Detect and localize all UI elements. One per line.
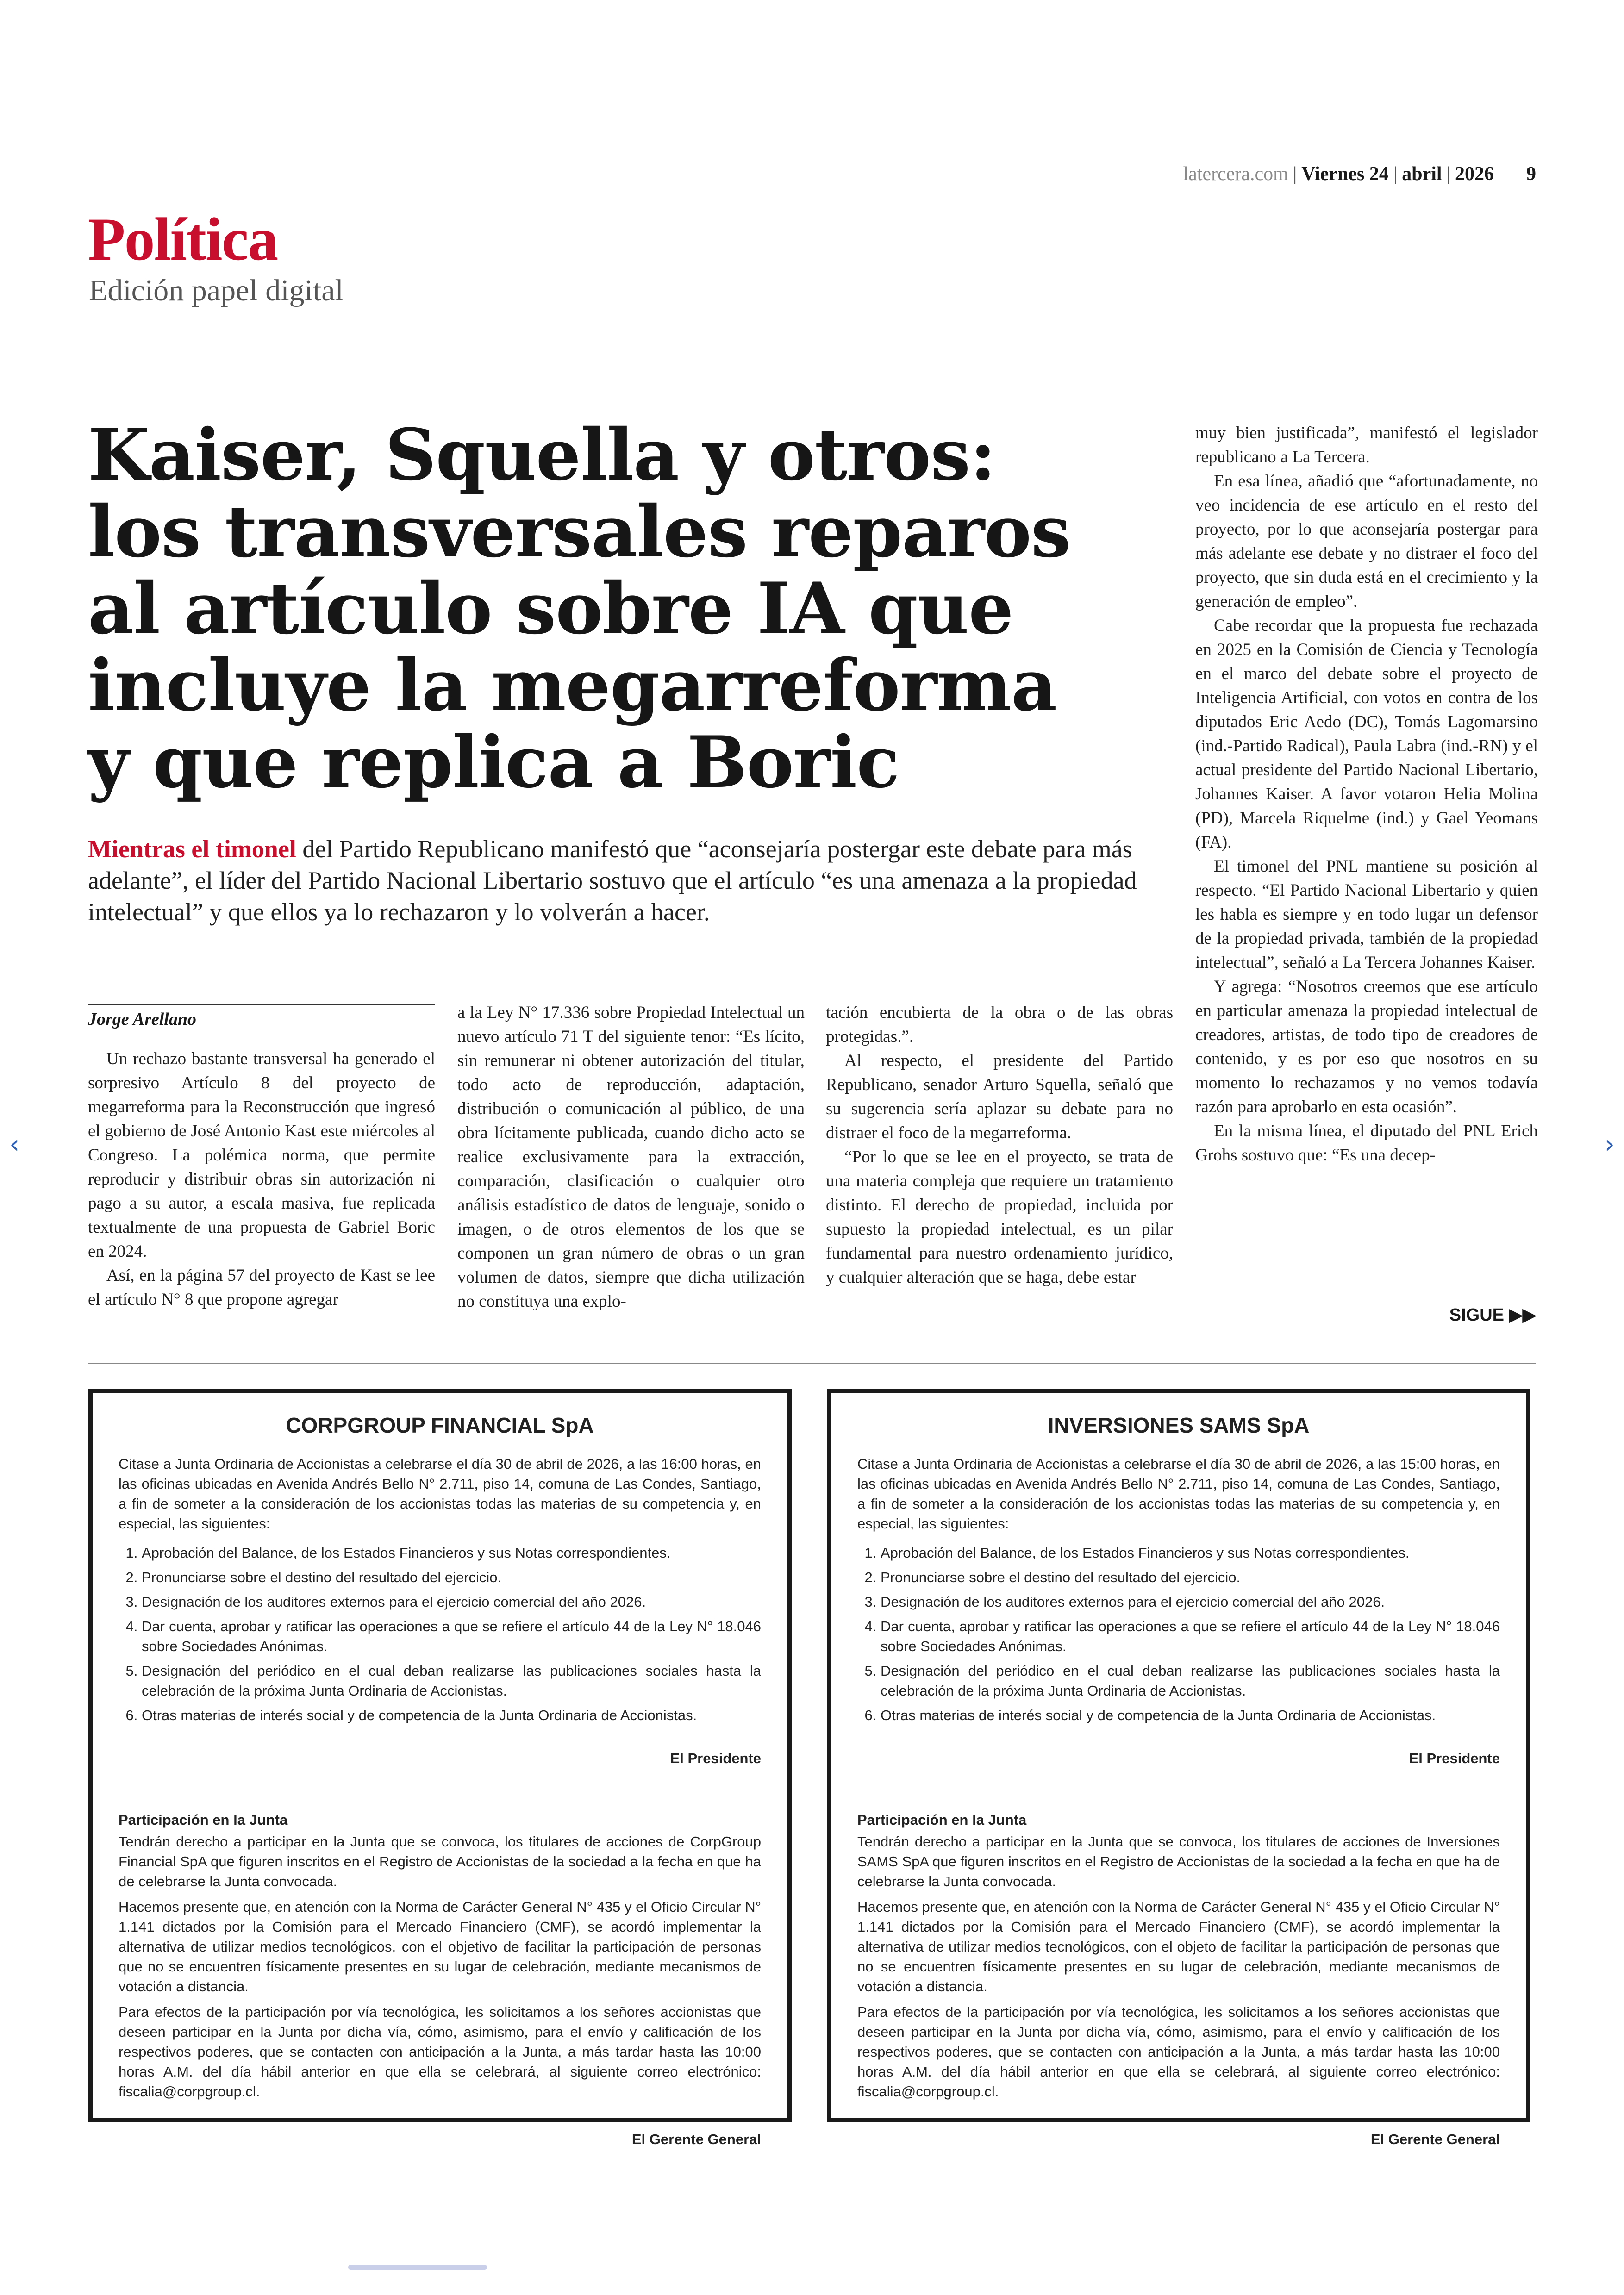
paragraph: El timonel del PNL mantiene su posición al respecto. “El Partido Nacional Libertario y quien les habla es siempre y en todo lugar un defensor de la propiedad privada, también de la propiedad intelectual”, señaló a La Tercera Johannes Kaiser.	[1195, 857, 1538, 972]
header-month: abril	[1402, 163, 1442, 185]
paragraph: En esa línea, añadió que “afortunadamente, no veo incidencia de ese artículo en el resto del proyecto, por lo que aconsejaría postergar para más adelante ese debate y no distraer el foco del proyecto, que sin duda está en el crecimiento y la generación de empleo”.	[1195, 472, 1538, 611]
paragraph: a la Ley N° 17.336 sobre Propiedad Intelectual un nuevo artículo 71 T del siguiente tenor: “Es lícito, sin remunerar ni obtener autorización del titular, todo acto de reproducción, adaptación, distribución o comunicación al público, de una obra lícitamente publicada, cuando dicho acto se realice exclusivamente para la extracción, comparación, clasificación o cualquier otro análisis estadístico de datos de lenguaje, sonido o imagen, o de otros elementos de los que se componen un gran número de obras o un gran volumen de datos, siempre que dicha utilización no constituya una explo-	[457, 1003, 805, 1311]
paragraph: Un rechazo bastante transversal ha generado el sorpresivo Artículo 8 del proyecto de megarreforma para la Reconstrucción que ingresó el gobierno de José Antonio Kast este miércoles al Congreso. La polémica norma, que permite reproducir y distribuir obras sin autorización ni pago a su autor, a escala masiva, fue replicada textualmente de una propuesta de Gabriel Boric en 2024.	[88, 1049, 435, 1261]
agenda-item: 1. Aprobación del Balance, de los Estados Financieros y sus Notas correspondientes.	[881, 1543, 1500, 1563]
page-number: 9	[1526, 163, 1536, 185]
notice-signature: El Presidente	[1409, 1750, 1500, 1766]
headline-line: y que replica a Boric	[88, 721, 899, 804]
agenda-item: 5. Designación del periódico en el cual deban realizarse las publicaciones sociales hasta la celebración de la próxima Junta Ordinaria de Accionistas.	[142, 1661, 761, 1701]
agenda-item: 4. Dar cuenta, aprobar y ratificar las operaciones a que se refiere el artículo 44 de la Ley N° 18.046 sobre Sociedades Anónimas.	[142, 1616, 761, 1656]
agenda-item: 5. Designación del periódico en el cual deban realizarse las publicaciones sociales hasta la celebración de la próxima Junta Ordinaria de Accionistas.	[881, 1661, 1500, 1701]
notice-signature: El Presidente	[670, 1750, 761, 1766]
headline-line: los transversales reparos	[88, 490, 1071, 574]
participation-paragraph: Para efectos de la participación por vía tecnológica, les solicitamos a los señores accionistas que deseen participar en la Junta por dicha vía, cómo, asimismo, para el envío y calificación de los respectivos poderes, que se contacten con anticipación a la Junta, a más tardar hasta las 10:00 horas A.M. del día hábil anterior en que ella se celebrará, al siguiente correo electrónico: fiscalia@corpgroup.cl.	[857, 2004, 1500, 2100]
chevron-right-icon[interactable]: ›	[1604, 1129, 1615, 1160]
agenda-item: 6. Otras materias de interés social y de competencia de la Junta Ordinaria de Accionistas.	[142, 1705, 761, 1725]
notice-signature-manager: El Gerente General	[1370, 2131, 1500, 2147]
page-scroll-indicator[interactable]	[348, 2265, 487, 2270]
agenda-item: 6. Otras materias de interés social y de competencia de la Junta Ordinaria de Accionistas.	[881, 1705, 1500, 1725]
participation-paragraph: Hacemos presente que, en atención con la Norma de Carácter General N° 435 y el Oficio Circular N° 1.141 dictados por la Comisión para el Mercado Financiero (CMF), se acordó implementar la alternativa de utilizar medios tecnológicos, con el objetivo de facilitar la participación de personas que no se encuentren físicamente presentes en su lugar de celebración, mediante mecanismos de votación a distancia.	[119, 1899, 761, 1995]
participation-paragraph: Hacemos presente que, en atención con la Norma de Carácter General N° 435 y el Oficio Circular N° 1.141 dictados por la Comisión para el Mercado Financiero (CMF), se acordó implementar la alternativa de utilizar medios tecnológicos, con el objeto de facilitar la participación de personas que no se encuentren físicamente presentes en su lugar de celebración, mediante mecanismos de votación a distancia.	[857, 1899, 1500, 1995]
header-day: Viernes 24	[1301, 163, 1389, 185]
agenda-item: 2. Pronunciarse sobre el destino del resultado del ejercicio.	[881, 1567, 1500, 1587]
paragraph: “Por lo que se lee en el proyecto, se trata de una materia compleja que requiere un tratamiento distinto. El derecho de propiedad, incluida por supuesto la propiedad intelectual, es un pilar fundamental para nuestro ordenamiento jurídico, y cualquier alteración que se haga, debe estar	[826, 1148, 1173, 1287]
section-divider	[88, 1363, 1536, 1364]
article-column-2	[457, 1001, 805, 1314]
section-title: Política	[88, 205, 278, 273]
headline-line: Kaiser, Squella y otros:	[88, 413, 996, 497]
paragraph: tación encubierta de la obra o de las obras protegidas.”.	[826, 1003, 1173, 1046]
paragraph: En la misma línea, el diputado del PNL Erich Grohs sostuvo que: “Es una decep-	[1195, 1122, 1538, 1165]
article-column-1	[88, 1047, 435, 1312]
byline: Jorge Arellano	[88, 1010, 196, 1029]
site-name[interactable]: latercera.com	[1183, 163, 1288, 185]
edition-subtitle: Edición papel digital	[89, 274, 344, 307]
notice-company: CORPGROUP FINANCIAL SpA	[286, 1413, 594, 1437]
agenda-item: 4. Dar cuenta, aprobar y ratificar las operaciones a que se refiere el artículo 44 de la Ley N° 18.046 sobre Sociedades Anónimas.	[881, 1616, 1500, 1656]
notice-signature-manager: El Gerente General	[631, 2131, 761, 2147]
lead-text: del Partido Republicano manifestó que “aconsejaría postergar este debate para más adelante”, el líder del Partido Nacional Libertario sostuvo que el artículo “es una amenaza a la propiedad intelectual” y que ellos ya lo rechazaron y lo volverán a hacer.	[88, 835, 1137, 926]
paragraph: Cabe recordar que la propuesta fue rechazada en 2025 en la Comisión de Ciencia y Tecnología en el marco del debate sobre el proyecto de Inteligencia Artificial, con votos en contra de los diputados Eric Aedo (DC), Tomás Lagomarsino (ind.-Partido Radical), Paula Labra (ind.-RN) y el actual presidente del Partido Nacional Libertario, Johannes Kaiser. A favor votaron Helia Molina (PD), Marcela Riquelme (ind.) y Gael Yeomans (FA).	[1195, 616, 1538, 852]
paragraph: Al respecto, el presidente del Partido Republicano, senador Arturo Squella, señaló que su sugerencia sería aplazar su debate para no distraer el foco de la megarreforma.	[826, 1051, 1173, 1142]
paragraph: Y agrega: “Nosotros creemos que ese artículo en particular amenaza la propiedad intelectual de creadores, artistas, de todo tipo de creadores de contenido, y es por eso que nosotros en su momento lo rechazamos y no vemos todavía razón para aprobarlo en esta ocasión”.	[1195, 977, 1538, 1116]
agenda-item: 1. Aprobación del Balance, de los Estados Financieros y sus Notas correspondientes.	[142, 1543, 761, 1563]
participation-paragraph: Para efectos de la participación por vía tecnológica, les solicitamos a los señores accionistas que deseen participar en la Junta por dicha vía, cómo, asimismo, para el envío y calificación de los respectivos poderes, que se contacten con anticipación a la Junta, a más tardar hasta las 10:00 horas A.M. del día hábil anterior en que ella se celebrará, al siguiente correo electrónico: fiscalia@corpgroup.cl.	[119, 2004, 761, 2100]
article-lead	[88, 833, 1171, 928]
notice-intro: Citase a Junta Ordinaria de Accionistas a celebrarse el día 30 de abril de 2026, a las 16:00 horas, en las oficinas ubicadas en Avenida Andrés Bello N° 2.711, piso 14, comuna de Las Condes, Santiago, a fin de someter a la consideración de los accionistas todas las materias de su competencia y, en especial, las siguientes:	[119, 1456, 761, 1532]
participation-paragraph: Tendrán derecho a participar en la Junta que se convoca, los titulares de acciones de Inversiones SAMS SpA que figuren inscritos en el Registro de Accionistas de la sociedad a la fecha en que ha de celebrarse la Junta convocada.	[857, 1834, 1500, 1890]
lead-kicker: Mientras el timonel	[88, 835, 296, 863]
paragraph: Así, en la página 57 del proyecto de Kast se lee el artículo N° 8 que propone agregar	[88, 1266, 435, 1309]
notice-agenda-list	[119, 1543, 761, 1725]
paragraph: muy bien justificada”, manifestó el legislador republicano a La Tercera.	[1195, 424, 1538, 467]
agenda-item: 2. Pronunciarse sobre el destino del resultado del ejercicio.	[142, 1567, 761, 1587]
legal-notice-sams	[827, 1389, 1530, 2147]
legal-notice-corpgroup	[88, 1389, 792, 2147]
notice-intro: Citase a Junta Ordinaria de Accionistas a celebrarse el día 30 de abril de 2026, a las 15:00 horas, en las oficinas ubicadas en Avenida Andrés Bello N° 2.711, piso 14, comuna de Las Condes, Santiago, a fin de someter a la consideración de los accionistas todas las materias de su competencia y, en especial, las siguientes:	[857, 1456, 1500, 1532]
byline-rule	[88, 1004, 435, 1005]
headline-line: al artículo sobre IA que	[88, 567, 1013, 650]
chevron-left-icon[interactable]: ‹	[9, 1129, 20, 1160]
page-header: latercera.com | Viernes 24 | abril | 2026 9	[1183, 163, 1536, 185]
participation-title: Participación en la Junta	[119, 1812, 288, 1828]
notice-agenda-list	[857, 1543, 1500, 1725]
agenda-item: 3. Designación de los auditores externos para el ejercicio comercial del año 2026.	[142, 1592, 761, 1612]
participation-paragraph: Tendrán derecho a participar en la Junta que se convoca, los titulares de acciones de CorpGroup Financial SpA que figuren inscritos en el Registro de Accionistas de la sociedad a la fecha en que ha de celebrarse la Junta convocada.	[119, 1834, 761, 1890]
agenda-item: 3. Designación de los auditores externos para el ejercicio comercial del año 2026.	[881, 1592, 1500, 1612]
article-column-4	[1195, 421, 1538, 1167]
headline-line: incluye la megarreforma	[88, 644, 1057, 727]
participation-title: Participación en la Junta	[857, 1812, 1027, 1828]
article-headline	[88, 413, 1199, 804]
notice-company: INVERSIONES SAMS SpA	[1048, 1413, 1310, 1437]
continue-label: SIGUE ▶▶	[1449, 1305, 1536, 1325]
header-year: 2026	[1455, 163, 1494, 185]
article-column-3	[826, 1001, 1173, 1290]
